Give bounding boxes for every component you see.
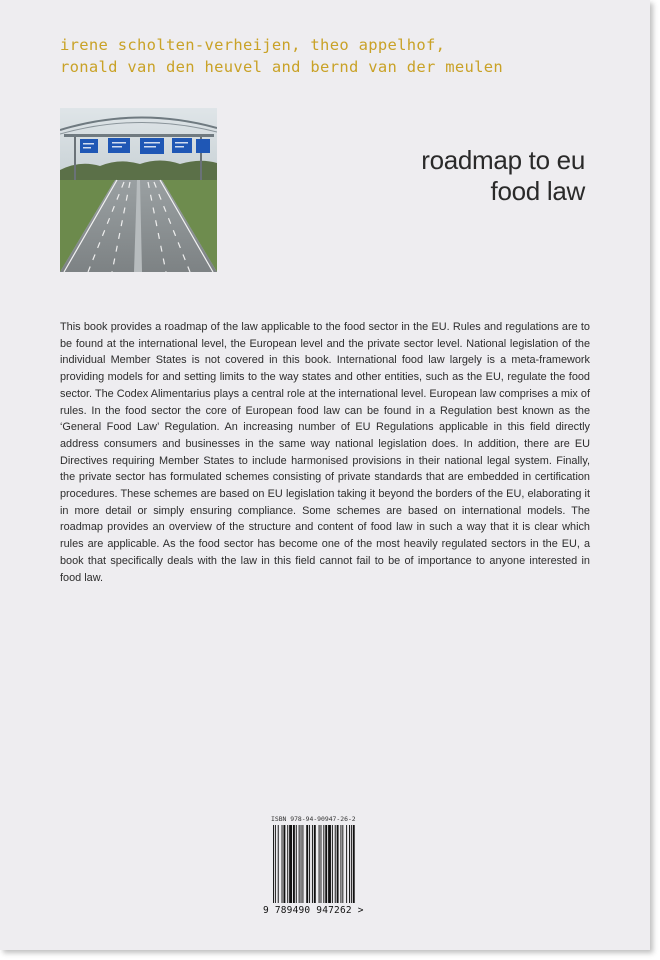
- isbn-barcode: [263, 815, 393, 915]
- barcode-digits: 9 789490 947262 >: [263, 905, 364, 916]
- highway-illustration: [60, 108, 217, 272]
- author-list: [60, 34, 620, 78]
- author-line-2: ronald van den heuvel and bernd van der meulen: [60, 58, 504, 76]
- barcode-bars: [263, 825, 393, 905]
- isbn-label: ISBN 978-94-90947-26-2: [271, 815, 356, 823]
- title-line-2: food law: [490, 176, 585, 206]
- title-line-1: roadmap to eu: [421, 145, 585, 175]
- highway-photo: [60, 108, 217, 272]
- book-description: This book provides a roadmap of the law applicable to the food sector in the EU. Rules and regulations are to be found at the international level, the European level and the private sector level. National legislation of the individual Member States is not covered in this book. International food law largely is a meta-framework providing models for and setting limits to the way states and other entities, such as the EU, regulate the food sector. The Codex Alimentarius plays a central role at the international level. European law comprises a mix of rules. In the food sector the core of European food law can be found in a Regulation best known as the ‘General Food Law’ Regulation. An increasing number of EU Regulations applicable in this field directly address consumers and businesses in the same way national legislation does. In addition, there are EU Directives requiring Member States to include harmonised provisions in their national legal system. Finally, the private sector has formulated schemes consisting of private standards that are embedded in certification procedures. These schemes are based on EU legislation taking it beyond the borders of the EU, elaborating it in more detail or simply ensuring compliance. Some schemes are based on international models. The roadmap provides an overview of the structure and content of food law in such a way that it is clear which rules are applicable. As the food sector has become one of the most heavily regulated sectors in the EU, a book that specifically deals with the law in this field cannot fail to be of importance to anyone interested in food law.: [60, 321, 590, 584]
- book-title: [380, 145, 585, 207]
- author-line-1: irene scholten-verheijen, theo appelhof,: [60, 36, 446, 54]
